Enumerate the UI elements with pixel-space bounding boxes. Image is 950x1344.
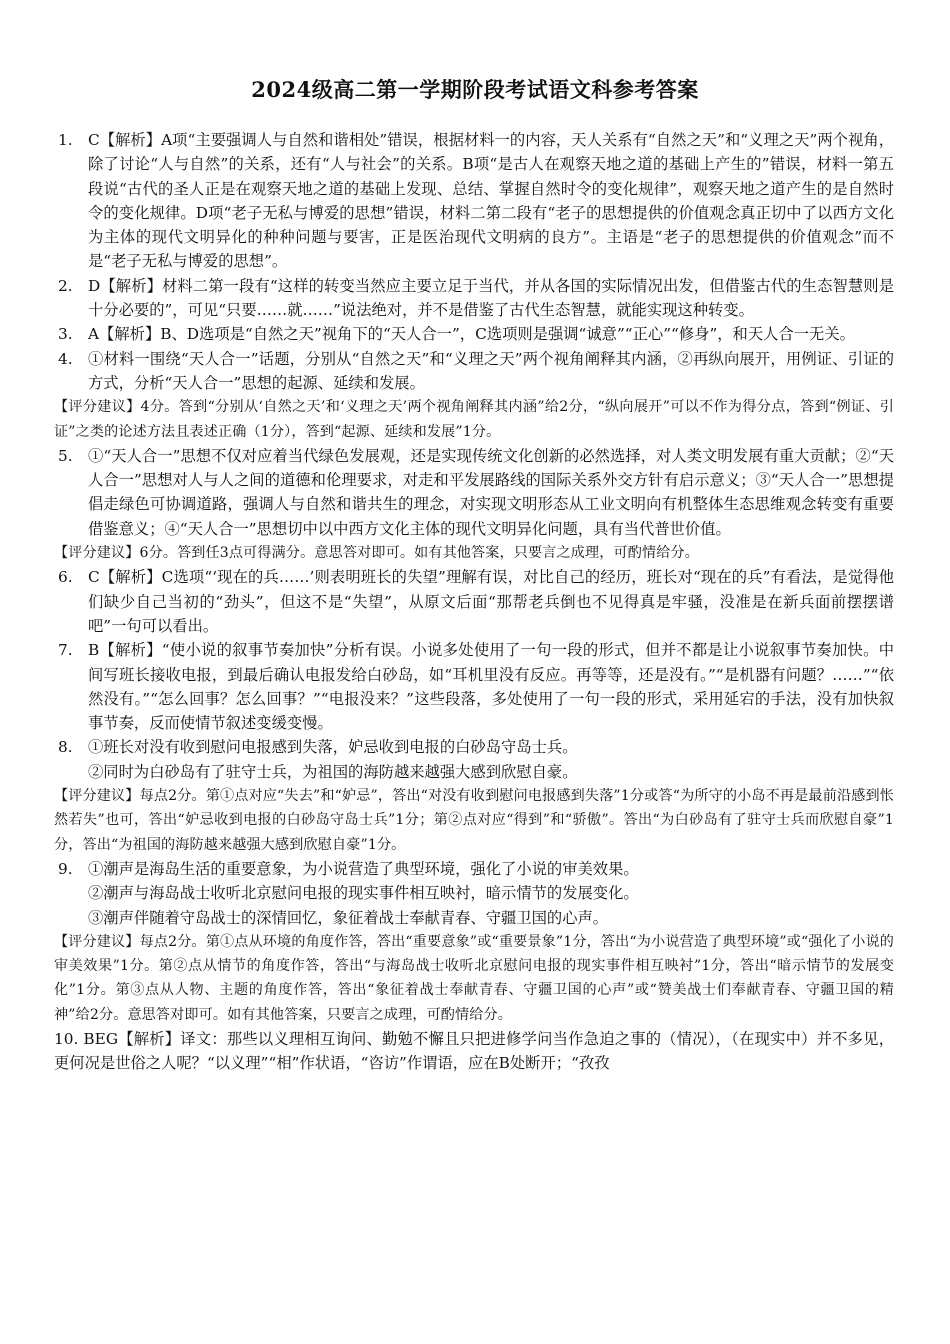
answer-text: ①班长对没有收到慰问电报感到失落，妒忌收到电报的白砂岛守岛士兵。 (88, 738, 578, 757)
answer-number: 5. (58, 446, 73, 465)
answer-text: C【解析】C选项“‘现在的兵……’则表明班长的失望”理解有误，对比自己的经历，班长对“现在的兵”有看法，是觉得他们缺少自己当初的“劲头”，但这不是“失望”，从原文后面“那帮老兵倒也不见得真是牢骚，没准是在新兵面前摆摆谱吧”一句可以看出。 (88, 568, 894, 635)
answer-text: ①材料一围绕“天人合一”话题，分别从“自然之天”和“义理之天”两个视角阐释其内涵，②再纵向展开，用例证、引证的方式，分析“天人合一”思想的起源、延续和发展。 (88, 349, 894, 392)
answer-number: 1. (58, 131, 73, 149)
answer-text: C【解析】A项“主要强调人与自然和谐相处”错误，根据材料一的内容，天人关系有“自然之天”和“义理之天”两个视角，除了讨论“人与自然”的关系，还有“人与社会”的关系。B项“是古人在观察天地之道的基础上产生的”错误，材料一第五段说“古代的圣人正是在观察天地之道的基础上发现、总结、掌握自然时令的变化规律”，观察天地之道产生的是自然时令的变化规律。D项“老子无私与博爱的思想”错误，材料二第二段有“老子的思想提供的价值观念真正切中了以西方文化为主体的现代文明异化的种种问题与要害，正是医治现代文明病的良方”。主语是“老子的思想提供的价值观念”而不是“老子无私与博爱的思想”。 (88, 131, 894, 271)
answer-text: B【解析】“使小说的叙事节奏加快”分析有误。小说多处使用了一句一段的形式，但并不都是让小说叙事节奏加快。中间写班长接收电报，到最后确认电报发给白砂岛，如“耳机里没有反应。再等等，还是没有。”“是机器有问题？……”“依然没有。”“怎么回事？怎么回事？”“电报没来？”这些段落，多处使用了一句一段的形式，采用延宕的手法，没有加快叙事节奏，反而使情节叙述变缓变慢。 (88, 641, 894, 733)
answer-item (58, 128, 894, 274)
answer-text: ③潮声伴随着守岛战士的深情回忆，象征着战士奉献青春、守疆卫国的心声。 (88, 908, 609, 927)
answer-number: 4. (58, 349, 73, 368)
answer-item (58, 638, 894, 735)
answer-text: ①潮声是海岛生活的重要意象，为小说营造了典型环境，强化了小说的审美效果。 (88, 859, 639, 878)
answer-number: 7. (58, 641, 73, 660)
answer-item (58, 735, 894, 784)
answer-number: 9. (58, 859, 73, 878)
answer-text: A【解析】B、D选项是“自然之天”视角下的“天人合一”，C选项则是强调“诚意”“正心”“修身”，和天人合一无关。 (88, 325, 855, 344)
answer-text: D【解析】材料二第一段有“这样的转变当然应主要立足于当代，并从各国的实际情况出发，但借鉴古代的生态智慧则是十分必要的”，可见“只要……就……”说法绝对，并不是借鉴了古代生态智慧，就能实现这种转变。 (88, 276, 894, 320)
answer-item (58, 857, 894, 930)
answer-item (58, 347, 894, 396)
answer-text: ②潮声与海岛战士收听北京慰问电报的现实事件相互映衬，暗示情节的发展变化。 (88, 884, 639, 903)
answer-list (54, 128, 894, 1076)
answer-number: 3. (58, 325, 73, 344)
answer-text: ①“天人合一”思想不仅对应着当代绿色发展观，还是实现传统文化创新的必然选择，对人类文明发展有重大贡献；②“天人合一”思想对人与人之间的道德和伦理要求，对走和平发展路线的国际关系外交方针有启示意义；③“天人合一”思想提倡走绿色可协调道路，强调人与自然和谐共生的理念，对实现文明形态从工业文明向有机整体生态思维观念转变有重要借鉴意义；④“天人合一”思想切中以中西方文化主体的现代文明异化问题，具有当代普世价值。 (88, 446, 894, 538)
scoring-note: 【评分建议】6分。答到任3点可得满分。意思答对即可。如有其他答案，只要言之成理，可酌情给分。 (54, 545, 699, 562)
answer-item-10: 10. BEG【解析】译文：那些以义理相互询问、勤勉不懈且只把进修学问当作急迫之事的（情况），（在现实中）并不多见，更何况是世俗之人呢？“以义理”“相”作状语，“咨访”作谓语，应在B处断开；“孜孜 (54, 1029, 894, 1073)
answer-number: 8. (58, 738, 73, 757)
scoring-note: 【评分建议】4分。答到“分别从‘自然之天’和‘义理之天’两个视角阐释其内涵”给2分，“纵向展开”可以不作为得分点，答到“例证、引证”之类的论述方法且表述正确（1分），答到“起源、延续和发展”1分。 (54, 399, 894, 440)
scoring-note: 【评分建议】每点2分。第①点对应“失去”和“妒忌”，答出“对没有收到慰问电报感到失落”1分或答“为所守的小岛不再是最前沿感到怅然若失”也可，答出“妒忌收到电报的白砂岛守岛士兵”1分；第②点对应“得到”和“骄傲”。答出“为白砂岛有了驻守士兵而欣慰自豪”1分，答出“为祖国的海防越来越强大感到欣慰自豪”1分。 (54, 788, 894, 853)
page-title: 2024级高二第一学期阶段考试语文科参考答案 (251, 77, 699, 102)
scoring-note: 【评分建议】每点2分。第①点从环境的角度作答，答出“重要意象”或“重要景象”1分，答出“为小说营造了典型环境”或“强化了小说的审美效果”1分。第②点从情节的角度作答，答出“与海岛战士收听北京慰问电报的现实事件相互映衬”1分，答出“暗示情节的发展变化”1分。第③点从人物、主题的角度作答，答出“象征着战士奉献青春、守疆卫国的心声”或“赞美战士们奉献青春、守疆卫国的精神”给2分。意思答对即可。如有其他答案，只要言之成理，可酌情给分。 (54, 933, 894, 1023)
answer-number: 2. (58, 276, 73, 295)
answer-number: 6. (58, 568, 73, 587)
answer-item (58, 444, 894, 541)
answer-text: ②同时为白砂岛有了驻守士兵，为祖国的海防越来越强大感到欣慰自豪。 (88, 762, 578, 781)
answer-item (58, 322, 894, 346)
answer-item (58, 274, 894, 323)
answer-item (58, 565, 894, 638)
